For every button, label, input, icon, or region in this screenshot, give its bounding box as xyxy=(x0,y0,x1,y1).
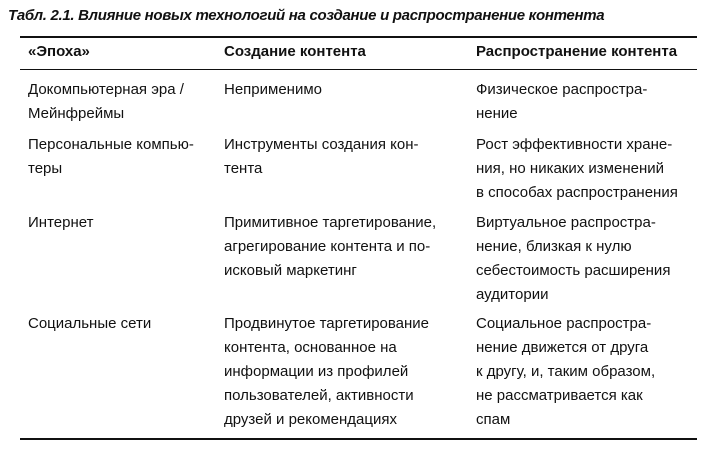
table-bottom-rule xyxy=(20,438,697,440)
row-1-distribution: Физическое распростра- нение xyxy=(476,81,648,122)
row-3-creation: Примитивное таргетирование, агрегирование контента и по- исковый маркетинг xyxy=(224,214,437,279)
row-3-era: Интернет xyxy=(28,214,94,231)
table-top-rule xyxy=(20,36,697,38)
header-content-creation: Создание контента xyxy=(224,43,366,60)
header-content-distribution: Распространение контента xyxy=(476,43,678,60)
row-2-distribution: Рост эффективности хране- ния, но никаких изменений в способах распространения xyxy=(476,136,678,201)
row-2-creation: Инструменты создания кон- тента xyxy=(224,136,419,177)
table-caption: Табл. 2.1. Влияние новых технологий на создание и распространение контента xyxy=(8,7,605,24)
row-2-era: Персональные компью- теры xyxy=(28,136,194,177)
row-4-era: Социальные сети xyxy=(28,315,152,332)
row-1-creation: Неприменимо xyxy=(224,81,322,98)
row-1-era: Докомпьютерная эра / Мейнфреймы xyxy=(28,81,184,122)
row-3-distribution: Виртуальное распростра- нение, близкая к нулю себестоимость расширения аудитории xyxy=(476,214,671,303)
table-header-rule xyxy=(20,69,697,70)
header-era: «Эпоха» xyxy=(28,43,90,60)
row-4-distribution: Социальное распростра- нение движется от друга к другу, и, таким образом, не рассматривается как спам xyxy=(476,315,656,428)
row-4-creation: Продвинутое таргетирование контента, основанное на информации из профилей пользователей, активности друзей и рекомендациях xyxy=(224,315,430,428)
